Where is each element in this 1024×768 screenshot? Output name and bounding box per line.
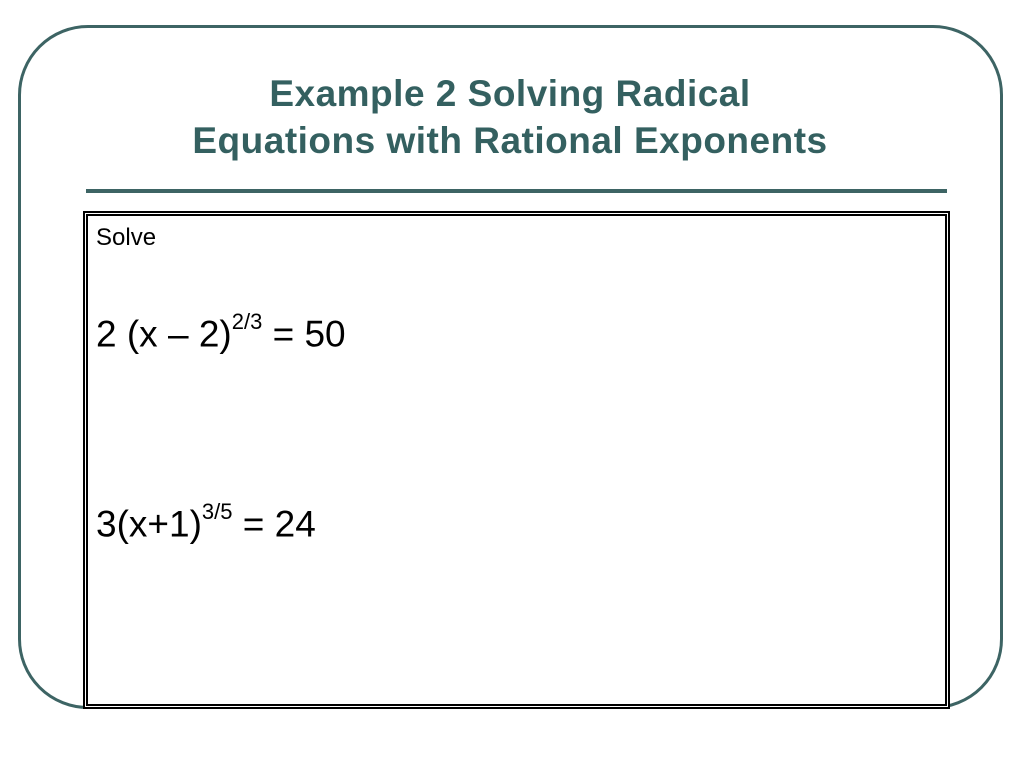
equation-2-rhs: = 24 [232, 503, 316, 545]
slide-title [60, 70, 960, 164]
equation-2-base: 3(x+1) [96, 503, 202, 545]
equation-2-exponent: 3/5 [201, 499, 233, 524]
equation-2 [96, 499, 316, 545]
equation-1-rhs: = 50 [262, 313, 346, 355]
slide-title-line-2: Equations with Rational Exponents [192, 120, 828, 161]
slide-title-line-1: Example 2 Solving Radical [269, 73, 751, 114]
solve-label: Solve [96, 224, 157, 251]
equation-1-exponent: 2/3 [231, 309, 263, 334]
equation-1-base: 2 (x – 2) [96, 313, 232, 355]
title-divider [86, 189, 947, 193]
content-box [83, 211, 950, 709]
equation-1 [96, 309, 346, 355]
